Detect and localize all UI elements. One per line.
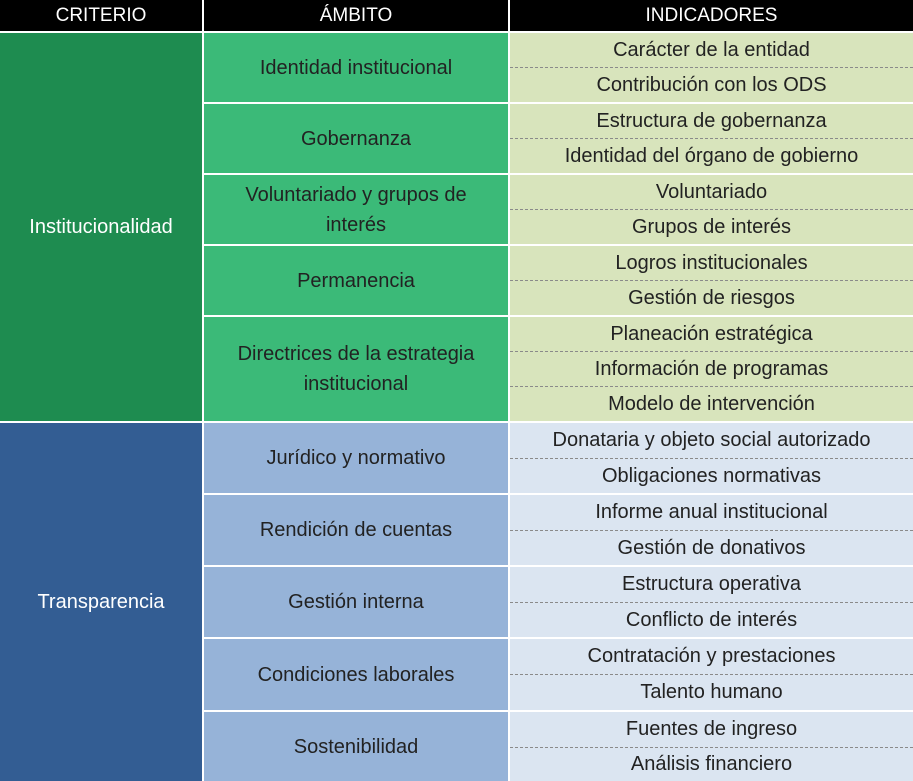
ambito-cell: Jurídico y normativo xyxy=(204,423,508,495)
indicador-cell: Contratación y prestaciones xyxy=(510,639,913,675)
indicador-cell: Gestión de riesgos xyxy=(510,281,913,317)
header-indicadores: INDICADORES xyxy=(510,0,913,33)
ambito-cell: Rendición de cuentas xyxy=(204,495,508,567)
ambito-cell: Gestión interna xyxy=(204,567,508,639)
indicador-cell: Obligaciones normativas xyxy=(510,459,913,495)
indicador-cell: Conflicto de interés xyxy=(510,603,913,639)
indicador-cell: Identidad del órgano de gobierno xyxy=(510,139,913,175)
indicador-cell: Planeación estratégica xyxy=(510,317,913,352)
indicador-cell: Modelo de intervención xyxy=(510,387,913,423)
indicador-cell: Información de programas xyxy=(510,352,913,387)
indicador-cell: Gestión de donativos xyxy=(510,531,913,567)
ambito-cell: Sostenibilidad xyxy=(204,712,508,781)
indicador-cell: Estructura operativa xyxy=(510,567,913,603)
indicador-cell: Estructura de gobernanza xyxy=(510,104,913,139)
ambito-cell: Condiciones laborales xyxy=(204,639,508,712)
ambito-cell: Identidad institucional xyxy=(204,33,508,104)
indicadores-column-institucionalidad xyxy=(510,33,913,423)
header-criterio: CRITERIO xyxy=(0,0,204,33)
indicadores-column-transparencia xyxy=(510,423,913,781)
ambito-column-institucionalidad xyxy=(204,33,510,423)
indicador-cell: Informe anual institucional xyxy=(510,495,913,531)
ambito-cell: Gobernanza xyxy=(204,104,508,175)
indicador-cell: Grupos de interés xyxy=(510,210,913,246)
header-ambito: ÁMBITO xyxy=(204,0,510,33)
indicador-cell: Análisis financiero xyxy=(630,753,793,775)
criterio-cell-transparencia: Transparencia xyxy=(0,423,204,781)
ambito-column-transparencia xyxy=(204,423,510,781)
criterio-cell-institucionalidad: Institucionalidad xyxy=(0,33,204,423)
indicador-cell: Carácter de la entidad xyxy=(510,33,913,68)
ambito-cell: Voluntariado y grupos de interés xyxy=(204,175,508,246)
indicador-cell: Donataria y objeto social autorizado xyxy=(510,423,913,459)
ambito-cell: Permanencia xyxy=(204,246,508,317)
indicador-cell: Talento humano xyxy=(510,675,913,712)
indicador-cell: Fuentes de ingreso xyxy=(510,712,913,748)
indicador-cell: Logros institucionales xyxy=(510,246,913,281)
indicador-cell: Voluntariado xyxy=(510,175,913,210)
indicador-cell: Contribución con los ODS xyxy=(510,68,913,104)
ambito-cell: Directrices de la estrategia institucional xyxy=(204,317,508,423)
